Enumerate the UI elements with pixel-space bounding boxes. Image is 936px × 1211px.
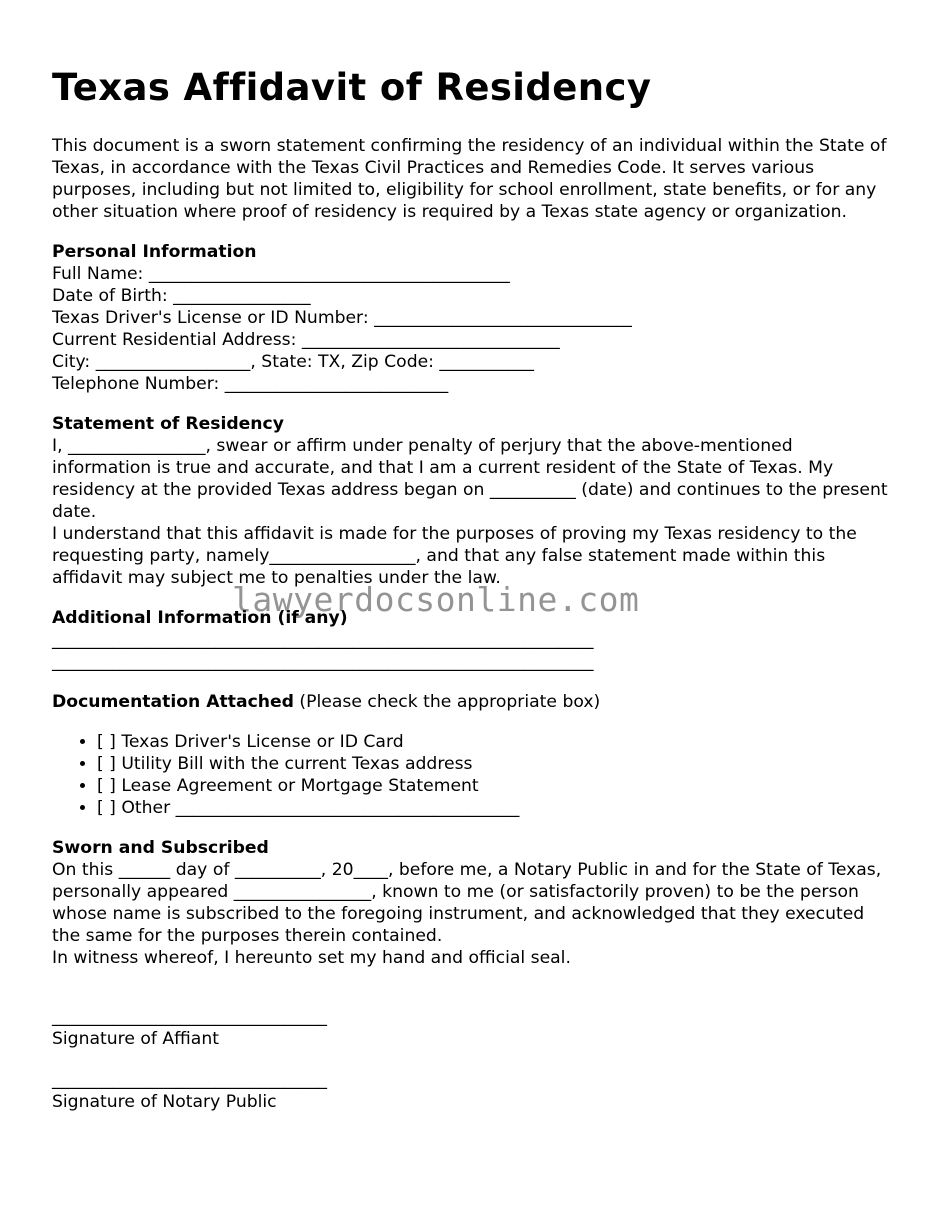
affiant-signature-line: ________________________________ bbox=[52, 1007, 327, 1027]
statement-paragraph: I, ________________, swear or affirm under penalty of perjury that the above-mentioned information is true and accurate, and that I am a current resident of the State of Texas. My residency at the provided Texas address began on __________ (date) and continues to the present date. bbox=[52, 436, 888, 522]
checklist-item-license: • [ ] Texas Driver's License or ID Card bbox=[97, 731, 892, 753]
affiant-signature-label: Signature of Affiant bbox=[52, 1029, 219, 1049]
documentation-heading-line bbox=[52, 691, 892, 713]
document-title: Texas Affidavit of Residency bbox=[52, 66, 652, 109]
city-state-zip-field: City: __________________, State: TX, Zip Code: ___________ bbox=[52, 352, 534, 372]
license-number-field: Texas Driver's License or ID Number: ______________________________ bbox=[52, 308, 632, 328]
watermark: lawyerdocsonline.com bbox=[232, 580, 640, 619]
documentation-section bbox=[52, 691, 892, 819]
additional-info-line: _______________________________________________________________ bbox=[52, 652, 594, 672]
sworn-paragraph: On this ______ day of __________, 20____, before me, a Notary Public in and for the State of Texas, personally appeared ________________, known to me (or satisfactorily proven) to be the person whose name is subscribed to the foregoing instrument, and acknowledged that they executed the same for the purposes therein contained. bbox=[52, 860, 882, 946]
personal-information-heading: Personal Information bbox=[52, 242, 257, 262]
understanding-paragraph: I understand that this affidavit is made for the purposes of proving my Texas residency to the requesting party, namely_________________, and that any false statement made within this affidavit may subject me to penalties under the law. bbox=[52, 524, 857, 588]
documentation-checklist bbox=[52, 731, 892, 819]
documentation-note: (Please check the appropriate box) bbox=[293, 692, 601, 712]
checklist-item-utility-bill: • [ ] Utility Bill with the current Texas address bbox=[97, 753, 892, 775]
date-of-birth-field: Date of Birth: ________________ bbox=[52, 286, 311, 306]
sworn-heading: Sworn and Subscribed bbox=[52, 838, 269, 858]
full-name-field: Full Name: __________________________________________ bbox=[52, 264, 510, 284]
personal-information-section bbox=[52, 241, 892, 395]
signature-section bbox=[52, 987, 892, 1113]
statement-heading: Statement of Residency bbox=[52, 414, 284, 434]
residential-address-field: Current Residential Address: ______________________________ bbox=[52, 330, 560, 350]
notary-signature-line: ________________________________ bbox=[52, 1070, 327, 1090]
telephone-number-field: Telephone Number: __________________________ bbox=[52, 374, 449, 394]
witness-paragraph: In witness whereof, I hereunto set my hand and official seal. bbox=[52, 948, 571, 968]
documentation-heading: Documentation Attached bbox=[52, 692, 294, 712]
checklist-item-other: • [ ] Other ________________________________________ bbox=[97, 797, 892, 819]
statement-of-residency-section bbox=[52, 413, 892, 589]
checklist-item-lease: • [ ] Lease Agreement or Mortgage Statement bbox=[97, 775, 892, 797]
document-page bbox=[52, 66, 892, 1113]
sworn-and-subscribed-section bbox=[52, 837, 892, 969]
additional-information-section bbox=[52, 607, 892, 673]
intro-paragraph: This document is a sworn statement confirming the residency of an individual within the State of Texas, in accordance with the Texas Civil Practices and Remedies Code. It serves various purposes, including but not limited to, eligibility for school enrollment, state benefits, or for any other situation where proof of residency is required by a Texas state agency or organization. bbox=[52, 136, 887, 222]
notary-signature-label: Signature of Notary Public bbox=[52, 1092, 277, 1112]
additional-info-line: _______________________________________________________________ bbox=[52, 630, 594, 650]
additional-information-heading: Additional Information (if any) bbox=[52, 608, 348, 628]
